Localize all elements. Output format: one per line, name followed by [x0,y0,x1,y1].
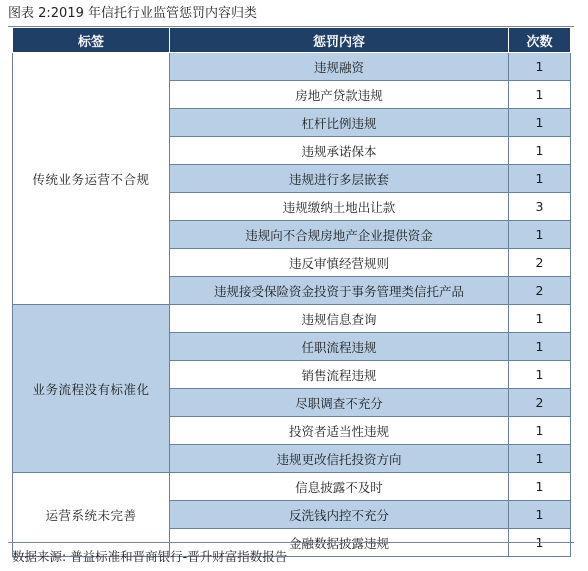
category-cell: 传统业务运营不合规 [13,53,170,305]
penalty-count: 1 [509,305,571,333]
table-row [13,473,571,501]
category-cell: 业务流程没有标准化 [13,305,170,473]
penalty-count: 2 [509,249,571,277]
penalty-count: 1 [509,109,571,137]
penalty-content: 任职流程违规 [170,333,509,361]
penalty-content: 违规接受保险资金投资于事务管理类信托产品 [170,277,509,305]
table-row [13,305,571,333]
penalty-content: 违规融资 [170,53,509,81]
penalty-count: 1 [509,333,571,361]
penalty-count: 1 [509,417,571,445]
penalty-count: 1 [509,221,571,249]
penalty-count: 1 [509,445,571,473]
header-count: 次数 [509,28,571,53]
penalty-content: 房地产贷款违规 [170,81,509,109]
header-row [13,28,571,53]
header-content: 惩罚内容 [170,28,509,53]
penalty-content: 违规缴纳土地出让款 [170,193,509,221]
penalty-count: 1 [509,53,571,81]
header-tag: 标签 [13,28,170,53]
source-note: 数据来源: 普益标准和晋商银行-晋升财富指数报告 [12,549,288,564]
penalty-content: 杠杆比例违规 [170,109,509,137]
penalty-count: 1 [509,81,571,109]
penalty-count: 1 [509,165,571,193]
penalty-content: 违规更改信托投资方向 [170,445,509,473]
penalty-content: 违规向不合规房地产企业提供资金 [170,221,509,249]
penalty-content: 违规进行多层嵌套 [170,165,509,193]
penalty-count: 1 [509,473,571,501]
bottom-rule [8,542,574,543]
penalty-count: 1 [509,529,571,557]
penalty-content: 销售流程违规 [170,361,509,389]
table-row [13,53,571,81]
penalty-count: 2 [509,277,571,305]
penalty-content: 违规信息查询 [170,305,509,333]
penalty-table [12,27,571,557]
penalty-count: 3 [509,193,571,221]
penalty-content: 违规承诺保本 [170,137,509,165]
penalty-content: 信息披露不及时 [170,473,509,501]
penalty-count: 1 [509,137,571,165]
penalty-content: 反洗钱内控不充分 [170,501,509,529]
penalty-count: 1 [509,361,571,389]
penalty-count: 1 [509,501,571,529]
penalty-content: 尽职调查不充分 [170,389,509,417]
penalty-content: 违反审慎经营规则 [170,249,509,277]
penalty-content: 金融数据披露违规 [170,529,509,557]
penalty-count: 2 [509,389,571,417]
figure-caption: 图表 2:2019 年信托行业监管惩罚内容归类 [8,6,257,21]
penalty-content: 投资者适当性违规 [170,417,509,445]
category-cell: 运营系统未完善 [13,473,170,557]
